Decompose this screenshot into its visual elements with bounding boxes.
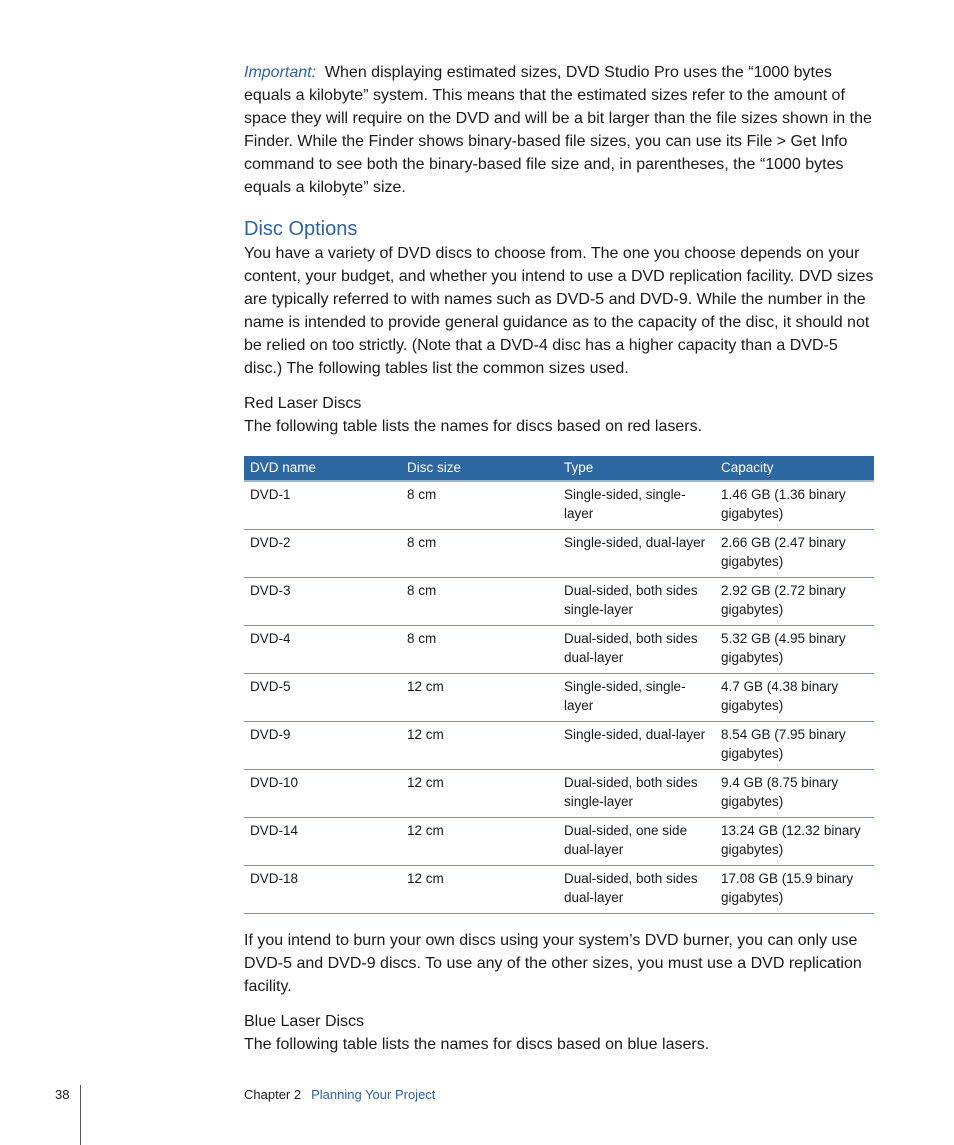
chapter-label: Chapter 2 xyxy=(244,1087,302,1102)
table-row xyxy=(244,722,874,770)
disc-options-heading: Disc Options xyxy=(244,218,358,240)
cell-type: Single-sided, single-layer xyxy=(558,481,715,530)
table-row xyxy=(244,770,874,818)
cell-type: Dual-sided, both sides single-layer xyxy=(558,578,715,626)
column-header-disc-size: Disc size xyxy=(401,456,558,481)
cell-capacity: 2.92 GB (2.72 binary gigabytes) xyxy=(715,578,874,626)
page-content xyxy=(244,61,874,1056)
cell-capacity: 1.46 GB (1.36 binary gigabytes) xyxy=(715,481,874,530)
cell-type: Single-sided, dual-layer xyxy=(558,530,715,578)
cell-disc-size: 12 cm xyxy=(401,722,558,770)
cell-dvd-name: DVD-2 xyxy=(244,530,401,578)
cell-dvd-name: DVD-5 xyxy=(244,674,401,722)
red-laser-intro: The following table lists the names for discs based on red lasers. xyxy=(244,418,703,435)
page-number: 38 xyxy=(55,1087,70,1102)
red-laser-table xyxy=(244,456,874,914)
disc-options-body: You have a variety of DVD discs to choose from. The one you choose depends on your content, your budget, and whether you intend to use a DVD replication facility. DVD sizes are typically referred to with names such as DVD-5 and DVD-9. While the number in the name is intended to provide general guidance as to the capacity of the disc, it should not be relied on too strictly. (Note that a DVD-4 disc has a higher capacity than a DVD-5 disc.) The following tables list the common sizes used. xyxy=(244,245,874,377)
footer-divider xyxy=(80,1085,81,1145)
cell-dvd-name: DVD-14 xyxy=(244,818,401,866)
cell-capacity: 8.54 GB (7.95 binary gigabytes) xyxy=(715,722,874,770)
cell-capacity: 17.08 GB (15.9 binary gigabytes) xyxy=(715,866,874,914)
footer-chapter xyxy=(244,1087,435,1102)
cell-capacity: 9.4 GB (8.75 binary gigabytes) xyxy=(715,770,874,818)
cell-disc-size: 12 cm xyxy=(401,674,558,722)
cell-disc-size: 8 cm xyxy=(401,481,558,530)
table-row xyxy=(244,481,874,530)
table-row xyxy=(244,578,874,626)
cell-capacity: 5.32 GB (4.95 binary gigabytes) xyxy=(715,626,874,674)
cell-dvd-name: DVD-3 xyxy=(244,578,401,626)
cell-capacity: 13.24 GB (12.32 binary gigabytes) xyxy=(715,818,874,866)
table-row xyxy=(244,866,874,914)
cell-capacity: 4.7 GB (4.38 binary gigabytes) xyxy=(715,674,874,722)
cell-disc-size: 8 cm xyxy=(401,530,558,578)
blue-laser-heading: Blue Laser Discs xyxy=(244,1013,365,1030)
cell-type: Dual-sided, both sides dual-layer xyxy=(558,866,715,914)
cell-dvd-name: DVD-4 xyxy=(244,626,401,674)
column-header-capacity: Capacity xyxy=(715,456,874,481)
important-note xyxy=(244,61,874,199)
table-row xyxy=(244,674,874,722)
cell-type: Dual-sided, both sides single-layer xyxy=(558,770,715,818)
important-text: When displaying estimated sizes, DVD Studio Pro uses the “1000 bytes equals a kilobyte” system. This means that the estimated sizes refer to the amount of space they will require on the DVD and will be a bit larger than the file sizes shown in the Finder. While the Finder shows binary-based file sizes, you can use its File > Get Info command to see both the binary-based file size and, in parentheses, the “1000 bytes equals a kilobyte” size. xyxy=(244,64,872,196)
important-label: Important: xyxy=(244,64,317,81)
cell-disc-size: 12 cm xyxy=(401,866,558,914)
cell-dvd-name: DVD-18 xyxy=(244,866,401,914)
cell-dvd-name: DVD-9 xyxy=(244,722,401,770)
table-row xyxy=(244,626,874,674)
cell-disc-size: 8 cm xyxy=(401,578,558,626)
cell-dvd-name: DVD-10 xyxy=(244,770,401,818)
cell-dvd-name: DVD-1 xyxy=(244,481,401,530)
chapter-title: Planning Your Project xyxy=(311,1087,436,1102)
cell-type: Single-sided, single-layer xyxy=(558,674,715,722)
table-header-row xyxy=(244,456,874,481)
table-row xyxy=(244,530,874,578)
cell-disc-size: 12 cm xyxy=(401,818,558,866)
column-header-type: Type xyxy=(558,456,715,481)
red-laser-heading: Red Laser Discs xyxy=(244,395,362,412)
cell-disc-size: 12 cm xyxy=(401,770,558,818)
cell-type: Single-sided, dual-layer xyxy=(558,722,715,770)
blue-laser-intro: The following table lists the names for discs based on blue lasers. xyxy=(244,1036,710,1053)
cell-type: Dual-sided, one side dual-layer xyxy=(558,818,715,866)
burn-note: If you intend to burn your own discs using your system’s DVD burner, you can only use DVD-5 and DVD-9 discs. To use any of the other sizes, you must use a DVD replication facility. xyxy=(244,932,862,995)
cell-capacity: 2.66 GB (2.47 binary gigabytes) xyxy=(715,530,874,578)
column-header-dvd-name: DVD name xyxy=(244,456,401,481)
cell-type: Dual-sided, both sides dual-layer xyxy=(558,626,715,674)
cell-disc-size: 8 cm xyxy=(401,626,558,674)
table-row xyxy=(244,818,874,866)
